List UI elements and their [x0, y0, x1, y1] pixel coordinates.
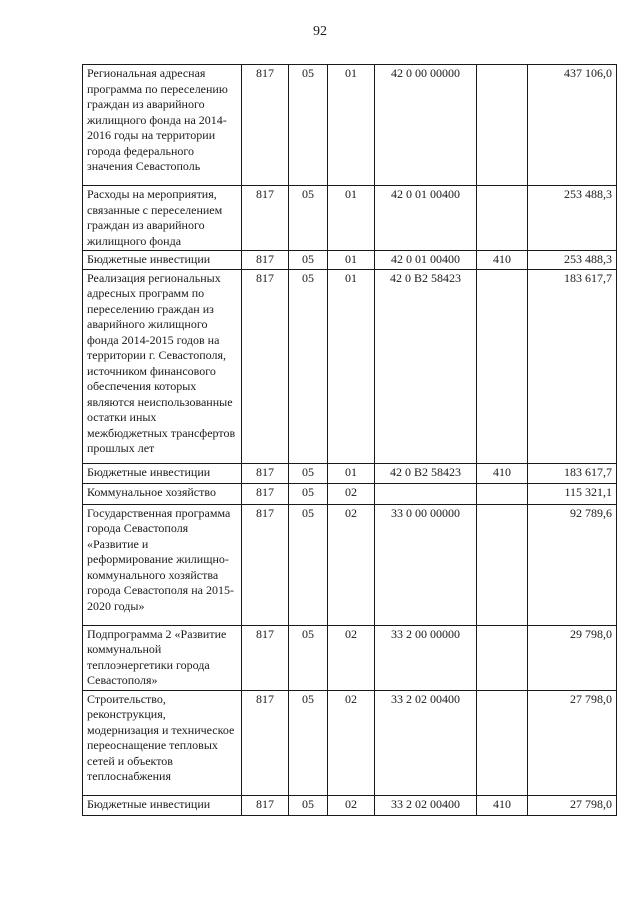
target-article [375, 483, 477, 504]
row-name: Региональная адресная программа по переселению граждан из аварийного жилищного фонда на 2014-2016 годы на территории города федерального значения Севастополь [83, 65, 242, 186]
ministry-code: 817 [242, 186, 289, 251]
expense-type [477, 269, 528, 463]
subsection-code: 01 [328, 269, 375, 463]
ministry-code: 817 [242, 251, 289, 270]
expense-type: 410 [477, 251, 528, 270]
section-code: 05 [289, 795, 328, 815]
table-row [83, 463, 617, 483]
table-row [83, 269, 617, 463]
section-code: 05 [289, 269, 328, 463]
section-code: 05 [289, 690, 328, 795]
amount: 27 798,0 [528, 795, 617, 815]
table-row [83, 251, 617, 270]
expense-type [477, 690, 528, 795]
amount: 253 488,3 [528, 251, 617, 270]
expense-type [477, 186, 528, 251]
section-code: 05 [289, 625, 328, 690]
ministry-code: 817 [242, 65, 289, 186]
row-name: Строительство, реконструкция, модернизация и техническое переоснащение тепловых сетей и объектов теплоснабжения [83, 690, 242, 795]
target-article: 33 2 00 00000 [375, 625, 477, 690]
subsection-code: 01 [328, 463, 375, 483]
row-name: Подпрограмма 2 «Развитие коммунальной теплоэнергетики города Севастополя» [83, 625, 242, 690]
section-code: 05 [289, 463, 328, 483]
expense-type [477, 504, 528, 625]
row-name: Государственная программа города Севастополя «Развитие и реформирование жилищно-коммунального хозяйства города Севастополя на 2015-2020 годы» [83, 504, 242, 625]
subsection-code: 02 [328, 795, 375, 815]
expense-type [477, 65, 528, 186]
ministry-code: 817 [242, 483, 289, 504]
target-article: 33 0 00 00000 [375, 504, 477, 625]
target-article: 33 2 02 00400 [375, 795, 477, 815]
amount: 183 617,7 [528, 463, 617, 483]
expense-type: 410 [477, 795, 528, 815]
table-row [83, 483, 617, 504]
table-row [83, 795, 617, 815]
expense-type [477, 483, 528, 504]
section-code: 05 [289, 186, 328, 251]
amount: 92 789,6 [528, 504, 617, 625]
row-name: Расходы на мероприятия, связанные с переселением граждан из аварийного жилищного фонда [83, 186, 242, 251]
section-code: 05 [289, 504, 328, 625]
ministry-code: 817 [242, 504, 289, 625]
row-name: Коммунальное хозяйство [83, 483, 242, 504]
section-code: 05 [289, 251, 328, 270]
section-code: 05 [289, 483, 328, 504]
amount: 115 321,1 [528, 483, 617, 504]
row-name: Реализация региональных адресных программ по переселению граждан из аварийного жилищного фонда 2014-2015 годов на территории г. Севастополя, источником финансового обеспечения которых являются неиспользованные остатки иных межбюджетных трансфертов прошлых лет [83, 269, 242, 463]
row-name: Бюджетные инвестиции [83, 463, 242, 483]
target-article: 42 0 В2 58423 [375, 269, 477, 463]
subsection-code: 01 [328, 186, 375, 251]
subsection-code: 02 [328, 483, 375, 504]
page-number: 92 [313, 24, 327, 39]
amount: 27 798,0 [528, 690, 617, 795]
subsection-code: 02 [328, 690, 375, 795]
table-row [83, 690, 617, 795]
ministry-code: 817 [242, 625, 289, 690]
ministry-code: 817 [242, 463, 289, 483]
table-row [83, 625, 617, 690]
section-code: 05 [289, 65, 328, 186]
expense-type: 410 [477, 463, 528, 483]
subsection-code: 01 [328, 251, 375, 270]
target-article: 42 0 В2 58423 [375, 463, 477, 483]
table-row [83, 504, 617, 625]
budget-table [82, 64, 617, 816]
subsection-code: 02 [328, 504, 375, 625]
expense-type [477, 625, 528, 690]
subsection-code: 01 [328, 65, 375, 186]
subsection-code: 02 [328, 625, 375, 690]
row-name: Бюджетные инвестиции [83, 795, 242, 815]
target-article: 42 0 01 00400 [375, 186, 477, 251]
table-row [83, 186, 617, 251]
target-article: 42 0 00 00000 [375, 65, 477, 186]
ministry-code: 817 [242, 269, 289, 463]
row-name: Бюджетные инвестиции [83, 251, 242, 270]
amount: 29 798,0 [528, 625, 617, 690]
ministry-code: 817 [242, 795, 289, 815]
table-row [83, 65, 617, 186]
amount: 253 488,3 [528, 186, 617, 251]
target-article: 42 0 01 00400 [375, 251, 477, 270]
amount: 183 617,7 [528, 269, 617, 463]
target-article: 33 2 02 00400 [375, 690, 477, 795]
ministry-code: 817 [242, 690, 289, 795]
amount: 437 106,0 [528, 65, 617, 186]
